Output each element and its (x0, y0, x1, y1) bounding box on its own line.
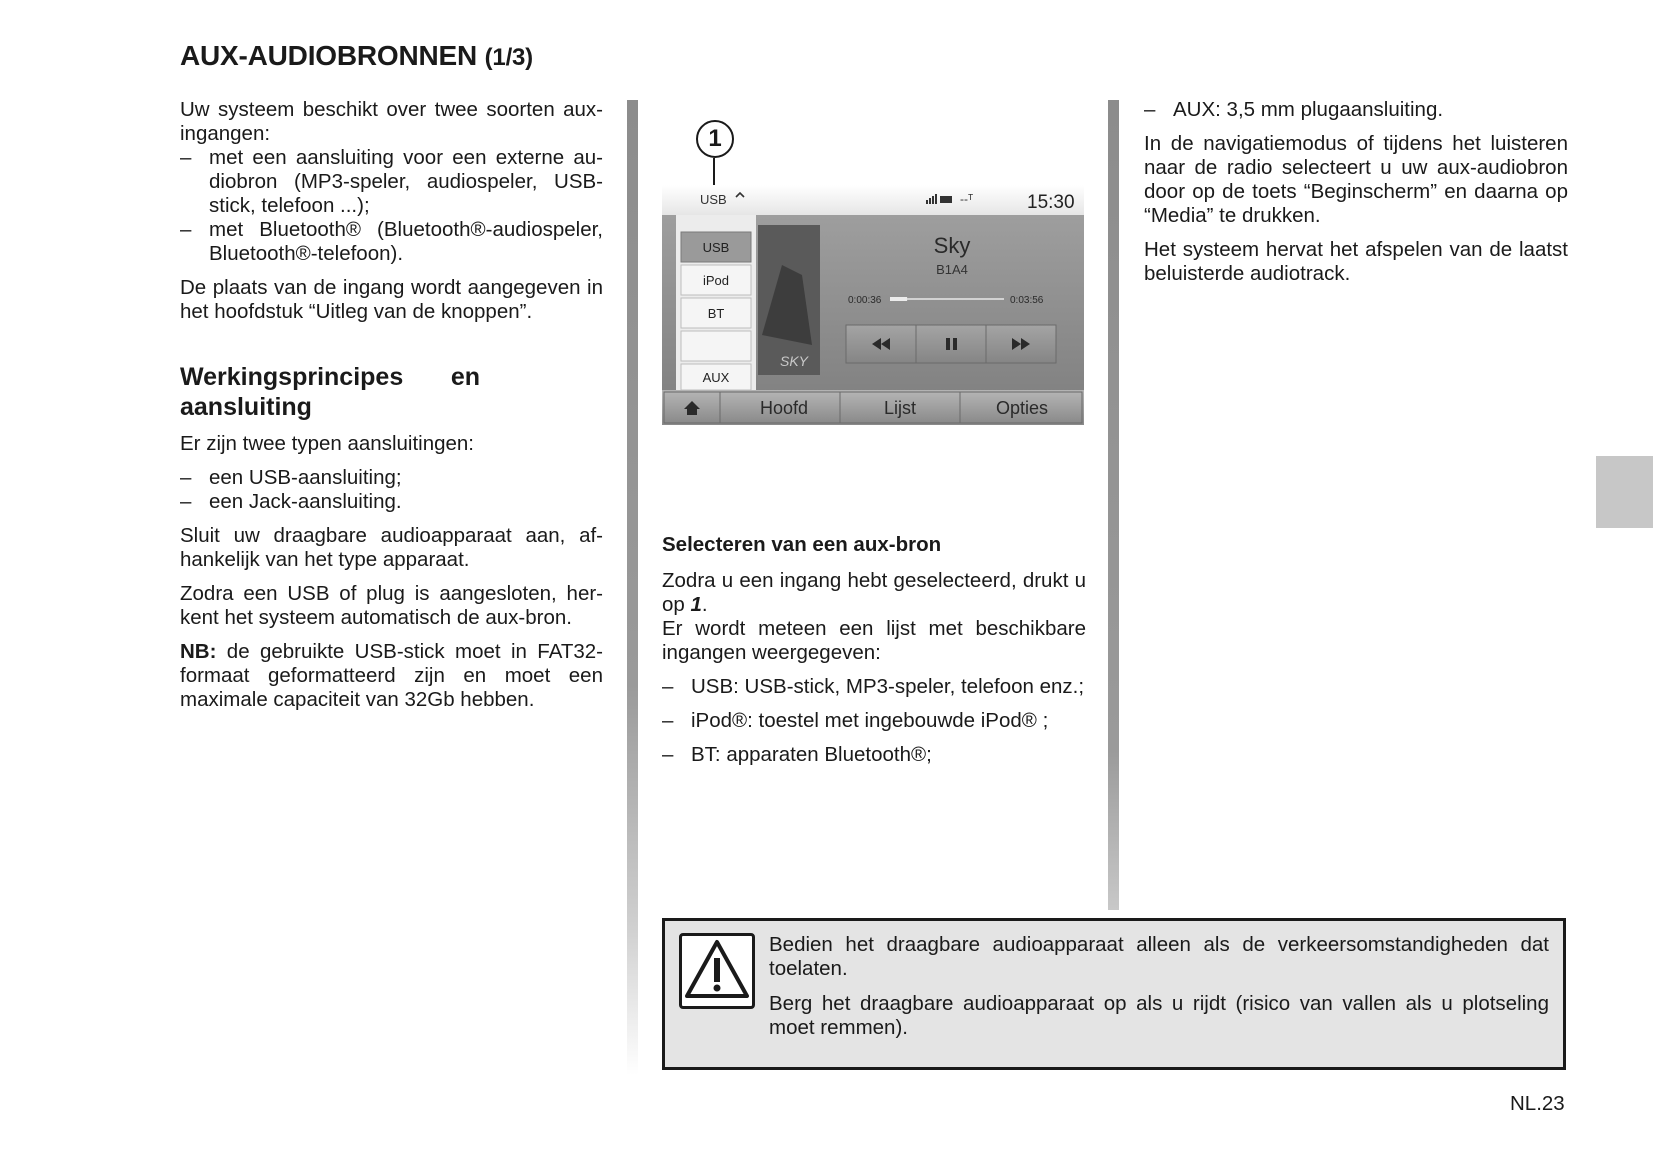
page-title (180, 40, 533, 72)
list-item: – iPod®: toestel met ingebouwde iPod® ; (662, 709, 1049, 732)
svg-text:Opties: Opties (995, 398, 1049, 418)
list-intro-text: Er wordt meteen een lijst met beschikbare ingangen weergegeven: (662, 617, 1086, 664)
column-right (1144, 98, 1568, 296)
source-option-bt[interactable] (681, 298, 751, 328)
pause-icon (946, 338, 950, 350)
warning-line: Berg het draagbare audioapparaat op als u rijdt (risico van vallen als u plotseling moet remmen). (769, 992, 1549, 1039)
elapsed-time: 0:00:36 (848, 295, 882, 306)
section-tab (1596, 456, 1653, 528)
album-text: SKY (780, 353, 809, 369)
list-item: – een Jack-aansluiting. (180, 490, 402, 513)
tab-hoofd[interactable] (720, 392, 840, 423)
section-heading: Werkingsprincipes en aansluiting (180, 363, 480, 421)
column-left (180, 98, 603, 722)
column-divider (1108, 100, 1119, 910)
multimedia-screen-illustration (662, 185, 1084, 440)
svg-text:USB: USB (702, 240, 730, 255)
list-item: – AUX: 3,5 mm plugaansluiting. (1144, 98, 1444, 121)
navigation-text: In de navigatiemodus of tijdens het luisteren naar de radio selecteert u uw aux-audiobron door op de toets “Beginscherm” en daarna op “Media” te drukken. (1144, 132, 1568, 227)
clock: 15:30 (1027, 192, 1075, 213)
source-option-usb[interactable] (681, 232, 751, 262)
resume-text: Het systeem hervat het afspelen van de laatst beluisterde audiotrack. (1144, 238, 1568, 285)
battery-icon (940, 196, 952, 203)
warning-icon (679, 933, 755, 1009)
page-number: NL.23 (1510, 1092, 1565, 1115)
home-button[interactable] (664, 392, 720, 423)
svg-text:Hoofd: Hoofd (759, 398, 809, 418)
track-title: Sky (933, 233, 971, 258)
progress-fill (890, 297, 907, 301)
svg-text:AUX: AUX (702, 370, 730, 385)
next-button[interactable] (986, 325, 1056, 363)
svg-text:BT: BT (707, 306, 725, 321)
track-artist: B1A4 (936, 262, 968, 277)
svg-text:iPod: iPod (702, 273, 730, 288)
svg-text:Lijst: Lijst (883, 398, 917, 418)
warning-box (662, 918, 1566, 1070)
auto-detect-text: Zodra een USB of plug is aangesloten, her-kent het systeem automatisch de aux-bron. (180, 582, 603, 629)
list-item: – een USB-aansluiting; (180, 466, 402, 489)
source-option-ipod[interactable] (681, 265, 751, 295)
select-text: Zodra u een ingang hebt geselecteerd, drukt u op 1. (662, 569, 1086, 616)
list-item: – met Bluetooth® (Bluetooth®-audiospeler, Bluetooth®-telefoon). (180, 218, 603, 265)
network-icon: --ᵀ (960, 192, 974, 206)
note-text: NB: de gebruikte USB-stick moet in FAT32-formaat geformatteerd zijn en moet een maximale capaciteit van 32Gb hebben. (180, 640, 603, 711)
total-time: 0:03:56 (1010, 295, 1044, 306)
section-heading: Selecteren van een aux-bron (662, 533, 942, 556)
column-middle (662, 533, 1086, 767)
tab-opties[interactable] (960, 392, 1082, 423)
location-text: De plaats van de ingang wordt aangegeven in het hoofdstuk “Uitleg van de knoppen”. (180, 276, 603, 323)
title-text: AUX-AUDIOBRONNEN (180, 40, 478, 71)
callout-marker: 1 (696, 120, 734, 158)
title-part: (1/3) (484, 44, 533, 71)
warning-text (769, 933, 1549, 1051)
column-divider (627, 100, 638, 1075)
source-label: USB (700, 192, 727, 207)
source-option-empty[interactable] (681, 331, 751, 361)
intro-text: Uw systeem beschikt over twee soorten aux-ingangen: (180, 98, 603, 145)
prev-button[interactable] (846, 325, 916, 363)
warning-line: Bedien het draagbare audioapparaat alleen als de verkeersomstandigheden dat toelaten. (769, 933, 1549, 980)
connection-intro: Er zijn twee typen aansluitingen: (180, 432, 475, 455)
connect-text: Sluit uw draagbare audioapparaat aan, af-hankelijk van het type apparaat. (180, 524, 603, 571)
tab-lijst[interactable] (840, 392, 960, 423)
list-item: – USB: USB-stick, MP3-speler, telefoon enz.; (662, 675, 1085, 698)
pause-button[interactable] (916, 325, 986, 363)
list-item: – met een aansluiting voor een externe au-diobron (MP3-speler, audiospeler, USB-stick, telefoon ...); (180, 146, 603, 217)
source-option-aux[interactable] (681, 364, 751, 390)
list-item: – BT: apparaten Bluetooth®; (662, 743, 932, 766)
